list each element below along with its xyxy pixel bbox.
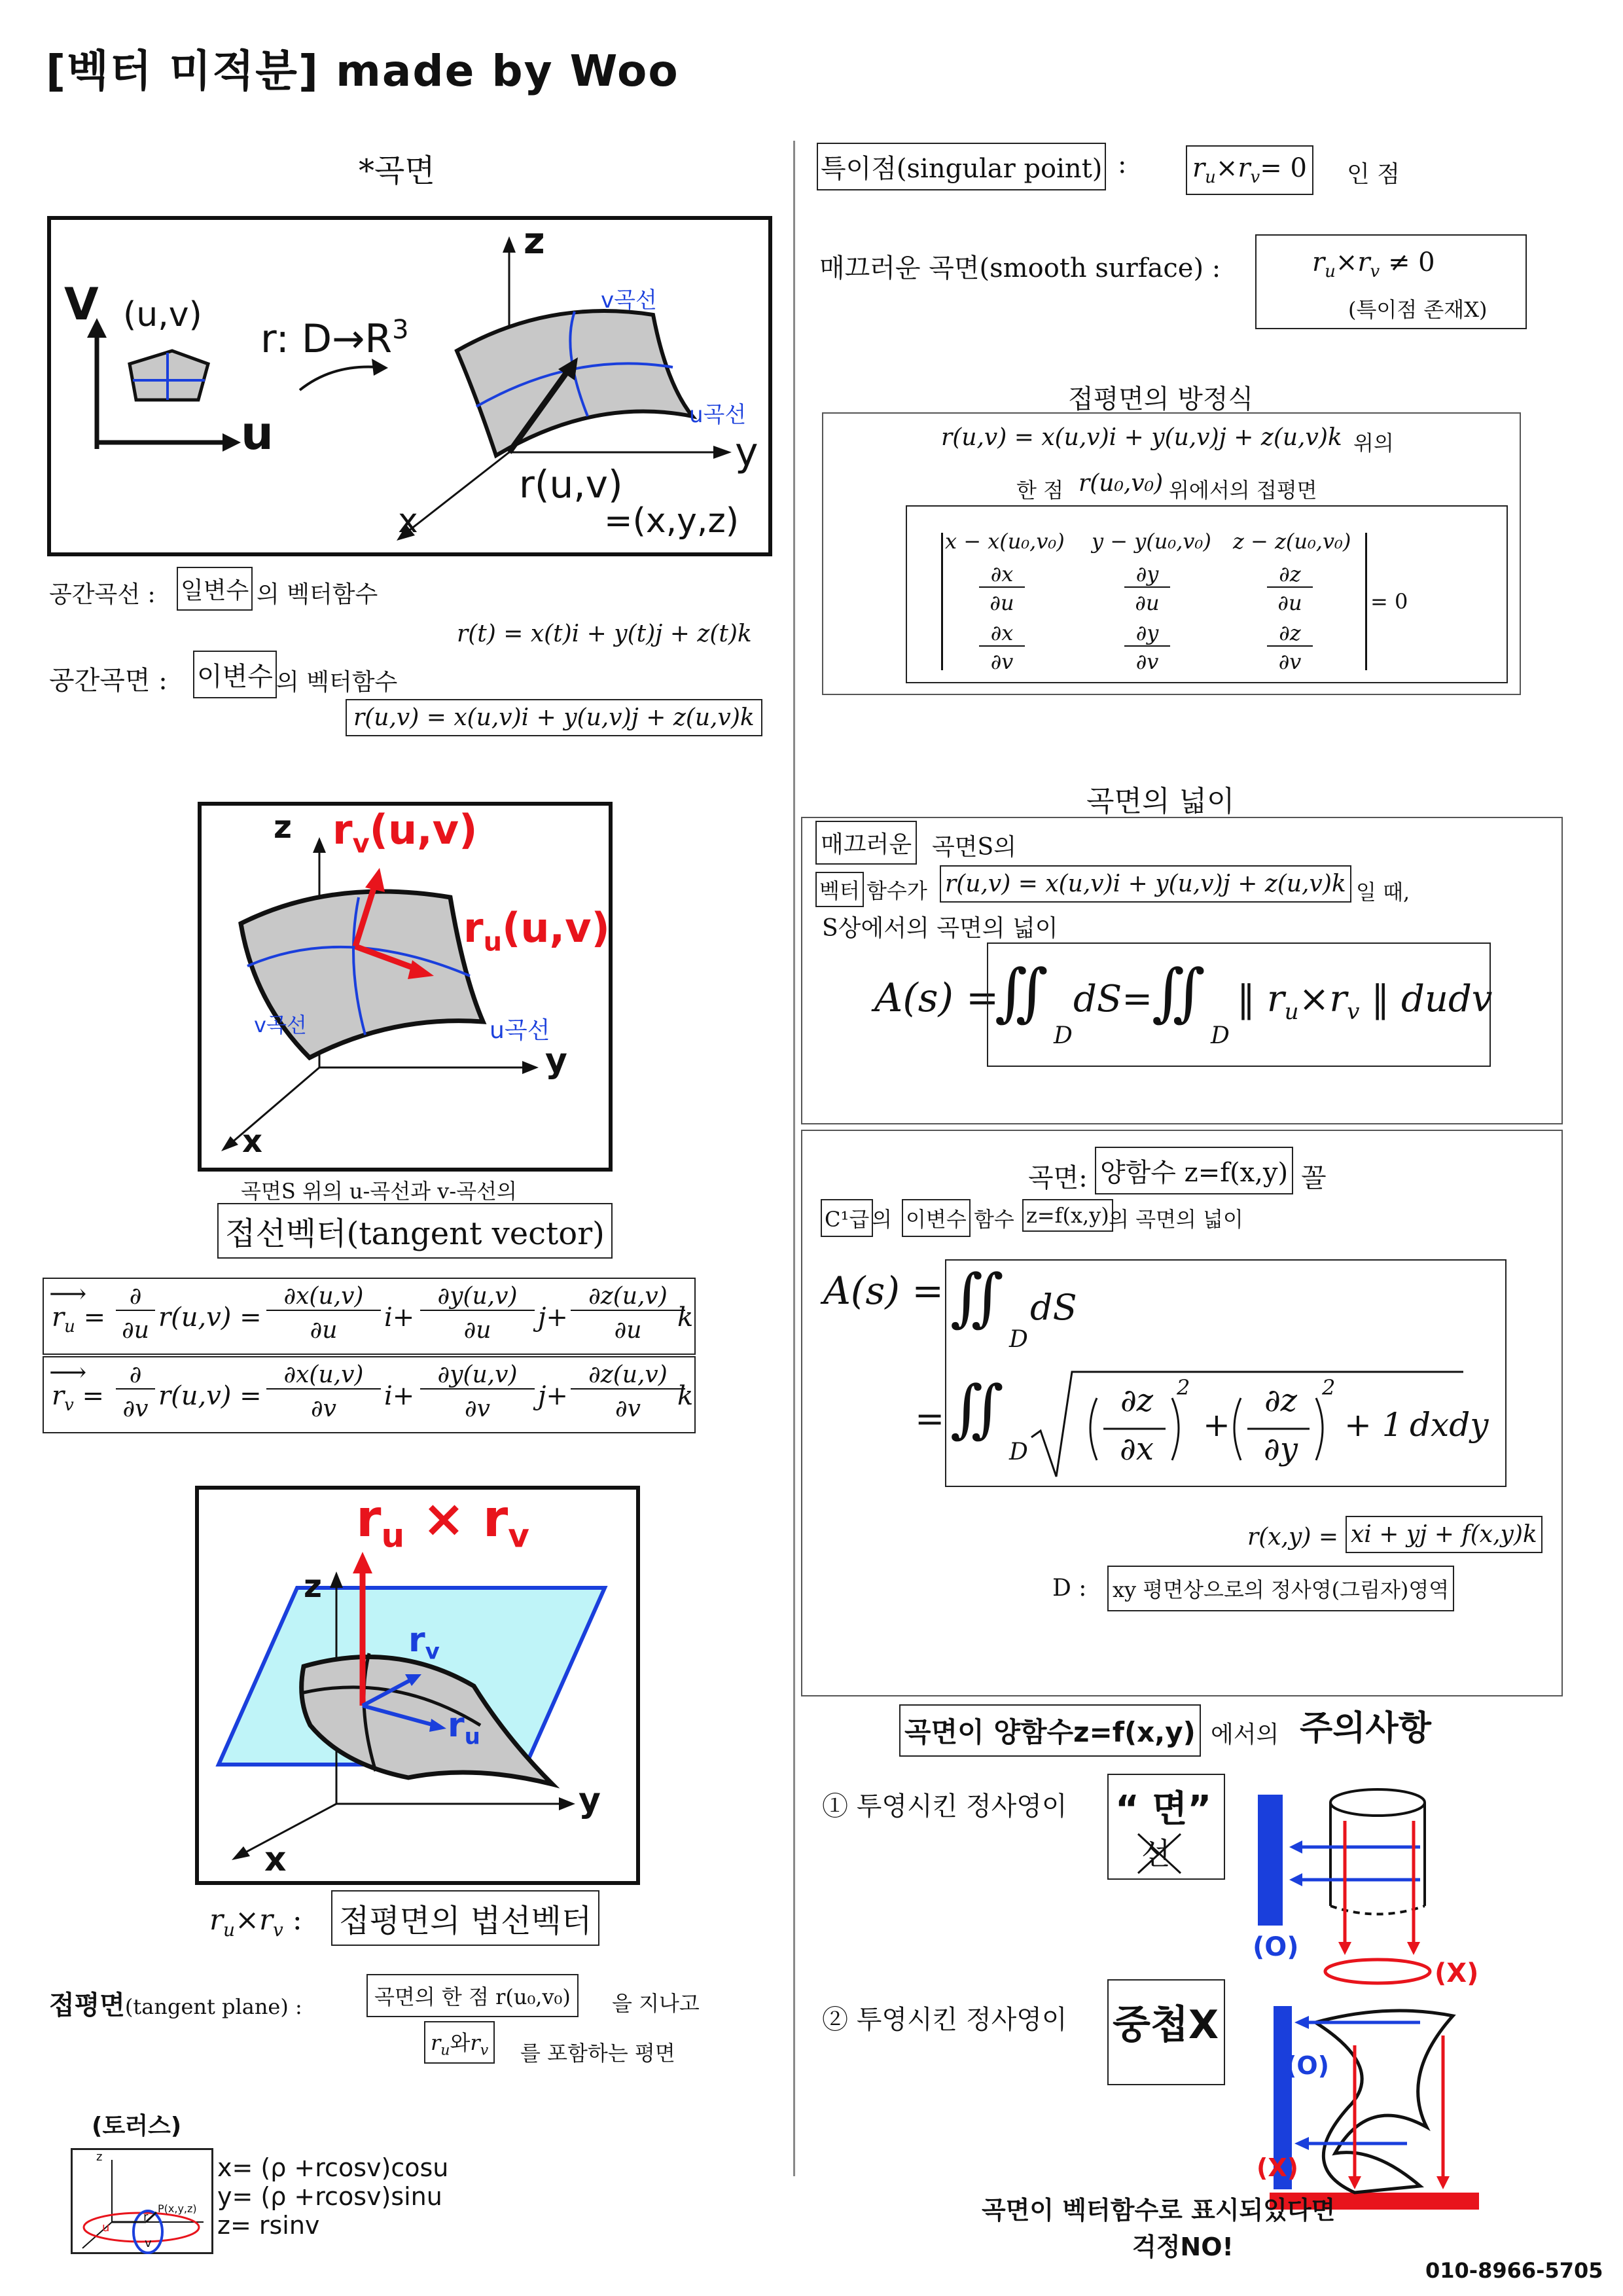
area-A: A(s) = xyxy=(874,975,999,1021)
graph-func-boxed: z=f(x,y) xyxy=(1022,1199,1113,1232)
torus-r: r xyxy=(143,2210,149,2224)
footer-line2: 걱정NO! xyxy=(1132,2233,1234,2261)
space-surface-boxed: 이변수 xyxy=(193,651,277,698)
area-line2-rest: 일 때, xyxy=(1356,880,1410,905)
u-curve-label: u곡선 xyxy=(490,1017,550,1044)
x-axis-label: x xyxy=(264,1840,287,1879)
ru-t1-num: ∂x(u,v) xyxy=(266,1283,381,1311)
area-integral-sign: ∬ xyxy=(995,956,1048,1029)
torus-x: x= (ρ +rcosv)cosu xyxy=(217,2153,449,2182)
v-curve-label: v곡선 xyxy=(601,287,657,314)
tangent-plane-through: 을 지나고 xyxy=(612,1991,700,2016)
area-vector-formula: r(u,v) = x(u,v)i + y(u,v)j + z(u,v)k xyxy=(940,865,1351,903)
det-r3c1-num: ∂x xyxy=(979,620,1025,647)
cross-out-icon xyxy=(1109,1775,1226,1881)
space-surface-label: 공간곡면 : xyxy=(49,666,168,696)
singular-condition: $r_u\times r_v= 0$ xyxy=(1186,145,1313,195)
rv-j: j+ xyxy=(538,1381,568,1411)
ru-t2-num: ∂y(u,v) xyxy=(420,1283,535,1311)
graph-line2-t2: 함수 xyxy=(974,1207,1014,1232)
ru-j: j+ xyxy=(538,1302,568,1333)
graph-D: D xyxy=(1009,1326,1028,1353)
fold-x-label: (X) xyxy=(1257,2153,1299,2182)
rv-k: k xyxy=(677,1381,694,1411)
ru-t3-num: ∂z(u,v) xyxy=(571,1283,685,1311)
graph-sq1: 2 xyxy=(1177,1375,1190,1400)
space-curve-formula: r(t) = x(t)i + y(t)j + z(t)k xyxy=(457,620,752,647)
det-r3c1-den: ∂v xyxy=(990,649,1014,674)
space-surface-formula: r(u,v) = x(u,v)i + y(u,v)j + z(u,v)k xyxy=(346,699,762,736)
z-axis-label: z xyxy=(274,809,292,846)
y-axis-label: y xyxy=(545,1041,567,1081)
area-integral-sign-2: ∬ xyxy=(1152,956,1205,1029)
det-r2c1-den: ∂u xyxy=(990,590,1014,615)
rv-label: $r_v(u,v)$ xyxy=(332,806,478,859)
area-vector-boxed: 벡터 xyxy=(815,872,864,907)
smooth-note: (특이점 존재X) xyxy=(1348,297,1488,322)
graph-dz2: ∂z xyxy=(1264,1382,1298,1419)
x-axis-label: x xyxy=(242,1123,262,1160)
y-axis-label: y xyxy=(579,1781,601,1820)
figure-tangent-vectors xyxy=(198,802,613,1172)
rv-t3-den: ∂v xyxy=(615,1395,641,1422)
area-line1-rest: 곡면S의 xyxy=(932,834,1016,861)
normal-vector-label: 접평면의 법선벡터 xyxy=(331,1890,599,1946)
rv-lhs: r ⟶ $_v$ = xyxy=(49,1357,105,1415)
torus-v: v xyxy=(145,2236,152,2250)
ru-t1-den: ∂u xyxy=(310,1317,338,1344)
surface-heading: *곡면 xyxy=(359,152,435,189)
rv-i: i+ xyxy=(384,1381,415,1411)
caution-line: 선 xyxy=(1141,1836,1171,1871)
singular-label: 특이점(singular point) xyxy=(817,143,1106,190)
det-r1c1: x − x(u₀,v₀) xyxy=(945,529,1065,554)
rv-r-uv: r(u,v) = xyxy=(158,1381,262,1411)
area-D: D xyxy=(1054,1022,1073,1049)
caution-face: “ 면” xyxy=(1115,1788,1212,1831)
torus-p: P(x,y,z) xyxy=(158,2202,197,2215)
ru-label: $r_u(u,v)$ xyxy=(463,904,610,958)
space-curve-rest: 의 벡터함수 xyxy=(257,581,378,608)
tangent-eq-box xyxy=(822,412,1521,695)
torus-z-eq: z= rsinv xyxy=(217,2211,320,2240)
ru-lhs: r ⟶ $_u$ = xyxy=(49,1279,106,1336)
tangent-vector-label: 접선벡터(tangent vector) xyxy=(217,1203,613,1259)
graph-D-label: D : xyxy=(1052,1575,1087,1602)
area-dS: dS= xyxy=(1073,978,1153,1020)
ru-label: $r_u$ xyxy=(448,1706,480,1750)
det-r2c2-den: ∂u xyxy=(1135,590,1160,615)
cross-product-title: $r_u \times r_v$ xyxy=(356,1490,529,1555)
area-norm: ‖ $r_u\times r_v$ ‖ dudv xyxy=(1237,978,1493,1026)
fold-o-label: (O) xyxy=(1285,2051,1330,2080)
tangent-eq-point: r(u₀,v₀) xyxy=(1079,470,1164,497)
ru-r-uv: r(u,v) = xyxy=(158,1302,262,1333)
caution-item1-box xyxy=(1107,1774,1225,1880)
caution-item2-box xyxy=(1107,1979,1225,2085)
graph-D-desc: xy 평면상으로의 정사영(그림자)영역 xyxy=(1107,1566,1454,1611)
det-r2c1-num: ∂x xyxy=(979,562,1025,588)
rv-t3-num: ∂z(u,v) xyxy=(571,1361,685,1390)
rv-t2-den: ∂v xyxy=(465,1395,490,1422)
caution-title: 주의사항 xyxy=(1300,1709,1431,1748)
ru-formula-box xyxy=(43,1278,696,1355)
v-axis-label: V xyxy=(64,279,99,331)
tangent-vectors-diagram xyxy=(202,806,616,1175)
smooth-label: 매끄러운 곡면(smooth surface) : xyxy=(819,253,1221,283)
z-axis-label: z xyxy=(524,220,545,262)
caution-item2: ② 투영시킨 정사영이 xyxy=(822,2005,1067,2035)
footer-line1: 곡면이 벡터함수로 표시되있다면 xyxy=(982,2196,1336,2225)
cylinder-o-label: (O) xyxy=(1253,1932,1299,1962)
torus-y: y= (ρ +rcosv)sinu xyxy=(217,2182,442,2211)
graph-dx: ∂x xyxy=(1120,1431,1154,1467)
graph-dy: ∂y xyxy=(1264,1431,1298,1467)
cylinder-x-label: (X) xyxy=(1435,1958,1479,1988)
tangent-plane-point: 곡면의 한 점 r(u₀,v₀) xyxy=(366,1974,579,2017)
map-label: r: $D\to R^3$ xyxy=(260,315,409,362)
v-curve-label: v곡선 xyxy=(254,1013,307,1037)
tangent-eq-line2-pre: 한 점 xyxy=(1016,478,1063,503)
det-r3c2-num: ∂y xyxy=(1124,620,1170,647)
u-axis-label: u xyxy=(241,406,274,460)
column-divider xyxy=(793,141,795,2176)
rv-t1-den: ∂v xyxy=(311,1395,336,1422)
rv-d-num: ∂ xyxy=(116,1361,155,1390)
space-curve-label: 공간곡선 : xyxy=(49,581,156,608)
det-left-bar xyxy=(941,533,943,670)
graph-dz1: ∂z xyxy=(1120,1382,1154,1419)
y-axis-label: y xyxy=(735,429,758,475)
determinant-box xyxy=(906,505,1508,683)
tangent-eq-line2-suffix: 위에서의 접평면 xyxy=(1169,478,1317,503)
singular-suffix: 인 점 xyxy=(1347,161,1400,188)
caution-item1: ① 투영시킨 정사영이 xyxy=(822,1791,1067,1821)
torus-figure xyxy=(71,2148,213,2254)
graph-integral-box xyxy=(915,1259,1507,1487)
caution-box: 곡면이 양함수z=f(x,y) xyxy=(899,1704,1201,1757)
graph-rxy-label: r(x,y) = xyxy=(1247,1524,1338,1551)
torus-title: (토러스) xyxy=(92,2113,182,2140)
rv-label: $r_v$ xyxy=(408,1621,440,1665)
area-heading: 곡면의 넓이 xyxy=(1086,785,1235,818)
singular-colon: : xyxy=(1118,149,1127,179)
figure-normal-vector xyxy=(195,1486,640,1885)
graph-dS: dS xyxy=(1030,1287,1077,1328)
det-r2c3-num: ∂z xyxy=(1267,562,1313,588)
graph-D-2: D xyxy=(1009,1439,1028,1465)
det-r3c3-num: ∂z xyxy=(1267,620,1313,647)
ru-t3-den: ∂u xyxy=(614,1317,642,1344)
tangent-plane-label: 접평면(tangent plane) : xyxy=(49,1990,302,2020)
tangent-caption: 곡면S 위의 u-곡선과 v-곡선의 xyxy=(241,1179,517,1204)
det-r1c3: z − z(u₀,v₀) xyxy=(1233,529,1351,554)
caution-mid: 에서의 xyxy=(1211,1721,1279,1748)
ru-d-den: ∂u xyxy=(122,1317,149,1344)
graph-A: A(s) = xyxy=(823,1268,944,1313)
tangent-eq-line1: r(u,v) = x(u,v)i + y(u,v)j + z(u,v)k xyxy=(941,424,1342,451)
figure-surface-mapping xyxy=(47,216,772,556)
graph-integral-sign: ∬ xyxy=(950,1261,1004,1334)
x-axis-label: x xyxy=(398,501,418,541)
graph-eq2: = xyxy=(915,1398,945,1439)
z-axis-label: z xyxy=(304,1568,322,1605)
det-r2c2-num: ∂y xyxy=(1124,562,1170,588)
det-right-bar xyxy=(1365,533,1367,670)
graph-rxy-formula: xi + yj + f(x,y)k xyxy=(1346,1516,1543,1553)
smooth-condition: $r_u\times r_v \ne 0$ xyxy=(1312,247,1435,281)
tangent-eq-heading: 접평면의 방정식 xyxy=(1068,384,1254,414)
graph-sq2: 2 xyxy=(1322,1375,1336,1400)
torus-z: z xyxy=(96,2150,103,2164)
det-r1c2: y − y(u₀,v₀) xyxy=(1092,529,1211,554)
area-line2-mid: 함수가 xyxy=(866,878,927,903)
tangent-plane-vectors: $r_u$와$r_v$ xyxy=(424,2021,495,2064)
ru-t2-den: ∂u xyxy=(463,1317,491,1344)
smooth-condition-box xyxy=(1255,234,1527,329)
uv-label: (u,v) xyxy=(123,295,202,334)
tangent-eq-line1-suffix: 위의 xyxy=(1353,431,1394,456)
ru-i: i+ xyxy=(384,1302,415,1333)
graph-line2-t1: 의 xyxy=(872,1207,892,1232)
tangent-plane-contains: 를 포함하는 평면 xyxy=(520,2041,675,2066)
det-r3c3-den: ∂v xyxy=(1278,649,1302,674)
phone-number: 010-8966-5705 xyxy=(1425,2258,1603,2283)
caution-no-overlap: 중첩X xyxy=(1113,2002,1219,2048)
r-uv-label: r(u,v) xyxy=(519,462,623,507)
graph-twovar-boxed: 이변수 xyxy=(902,1199,971,1237)
graph-line1-post: 꼴 xyxy=(1301,1163,1327,1193)
ru-k: k xyxy=(677,1302,694,1333)
graph-explicit-boxed: 양함수 z=f(x,y) xyxy=(1095,1147,1293,1194)
graph-plus1: + 1 xyxy=(1344,1406,1403,1444)
area-integral-box xyxy=(987,942,1491,1067)
torus-u: u xyxy=(102,2221,110,2234)
xyz-label: =(x,y,z) xyxy=(604,501,740,541)
normal-lhs: $r_u\times r_v$ : xyxy=(209,1903,302,1941)
u-curve-label: u곡선 xyxy=(689,402,747,428)
area-smooth-boxed: 매끄러운 xyxy=(815,821,917,865)
graph-line2-t3: 의 곡면의 넓이 xyxy=(1109,1207,1243,1232)
rv-formula-box xyxy=(43,1356,696,1433)
rv-t2-num: ∂y(u,v) xyxy=(420,1361,535,1390)
rv-t1-num: ∂x(u,v) xyxy=(266,1361,381,1390)
area-D-2: D xyxy=(1211,1022,1230,1049)
page-title: [벡터 미적분] made by Woo xyxy=(46,46,679,96)
graph-plus: + xyxy=(1203,1406,1230,1444)
graph-area-box xyxy=(801,1130,1563,1696)
graph-dxdy: dxdy xyxy=(1410,1406,1489,1444)
graph-c1-boxed: C¹급 xyxy=(821,1199,873,1237)
ru-d-num: ∂ xyxy=(116,1283,155,1311)
det-r2c3-den: ∂u xyxy=(1277,590,1302,615)
det-r3c2-den: ∂v xyxy=(1135,649,1159,674)
area-line3: S상에서의 곡면의 넓이 xyxy=(822,915,1058,942)
graph-integral-sign-2: ∬ xyxy=(950,1372,1004,1445)
det-eq0: = 0 xyxy=(1370,589,1408,614)
graph-line1-pre: 곡면: xyxy=(1028,1163,1088,1193)
rv-d-den: ∂v xyxy=(122,1395,149,1422)
area-box xyxy=(801,817,1563,1124)
space-curve-boxed: 일변수 xyxy=(177,567,253,611)
space-surface-rest: 의 벡터함수 xyxy=(276,669,398,696)
